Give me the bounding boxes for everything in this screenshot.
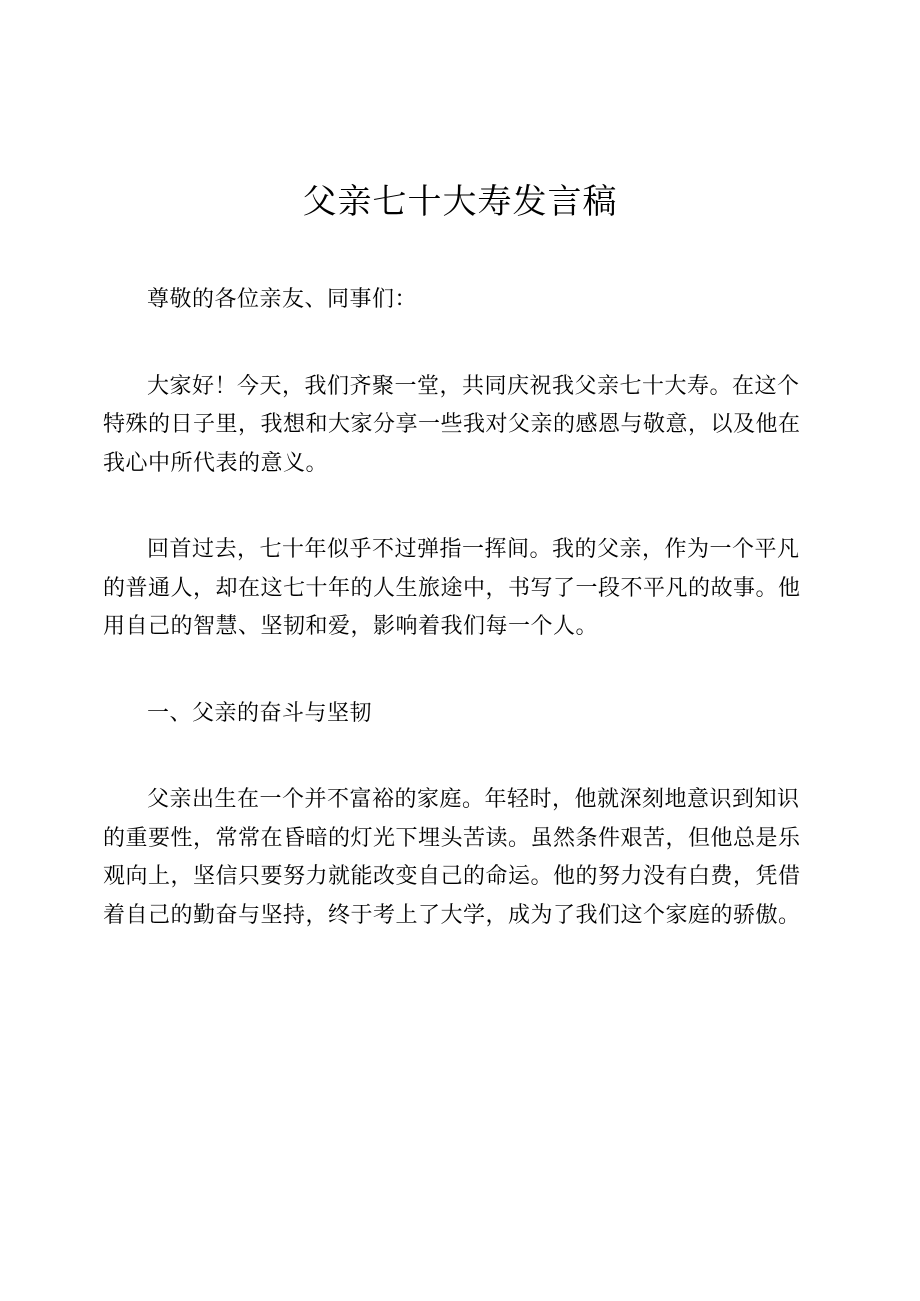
section-heading: 一、父亲的奋斗与坚韧 xyxy=(147,700,373,726)
greeting-paragraph: 大家好！今天，我们齐聚一堂，共同庆祝我父亲七十大寿。在这个特殊的日子里，我想和大家分享一些我对父亲的感恩与敬意，以及他在我心中所代表的意义。 xyxy=(103,373,801,476)
salutation-paragraph: 尊敬的各位亲友、同事们： xyxy=(147,287,418,312)
reflection-paragraph: 回首过去，七十年似乎不过弹指一挥间。我的父亲，作为一个平凡的普通人，却在这七十年的人生旅途中，书写了一段不平凡的故事。他用自己的智慧、坚韧和爱，影响着我们每一个人。 xyxy=(103,537,801,639)
struggle-paragraph: 父亲出生在一个并不富裕的家庭。年轻时，他就深刻地意识到知识的重要性，常常在昏暗的灯光下埋头苦读。虽然条件艰苦，但他总是乐观向上，坚信只要努力就能改变自己的命运。他的努力没有白费，凭借着自己的勤奋与坚持，终于考上了大学，成为了我们这个家庭的骄傲。 xyxy=(103,787,801,928)
document-body xyxy=(103,281,819,983)
document-title: 父亲七十大寿发言稿 xyxy=(302,182,618,222)
